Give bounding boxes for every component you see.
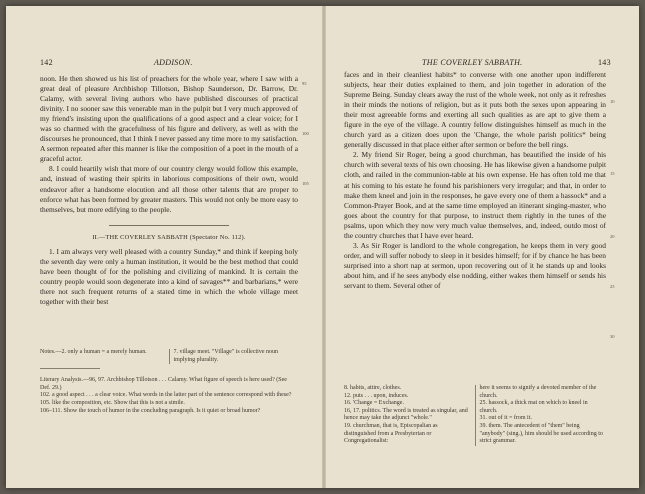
book-spread	[6, 6, 639, 488]
note-item: 16. 'Change = Exchange.	[344, 400, 404, 407]
note-item: 12. puts . . . upon, induces.	[344, 392, 409, 399]
left-paragraph-3: 1. I am always very well pleased with a country Sunday,* and think if keeping holy the seventh day were only a human institution, it would be the best method that could have been thought of for the polishing and civilizing of mankind. It is certain the country people would soon degenerate into a kind of savages** and barbarians,* were there not such frequent returns of a stated time in which the whole village meet together with their best	[40, 246, 298, 306]
right-paragraph-1: faces and in their cleanliest habits* to converse with one another upon indifferent subjects, hear their duties explained to them, and join together in adoration of the Supreme Being. Sunday clears away the rust of the whole week, not only as it refreshes in their minds the notions of religion, but as it puts both the sexes upon appearing in their most agreeable forms and exerting all such qualities as are apt to give them a figure in the eye of the village. A country fellow distinguishes himself as much in the church yard as a citizen does upon the 'Change, the whole parish politics* being generally discussed in that place either after sermon or before the bell rings.	[344, 70, 606, 150]
left-running-head: ADDISON.	[154, 58, 193, 67]
margin-number: 100	[302, 131, 309, 136]
right-page	[326, 6, 639, 488]
margin-number: 20	[610, 234, 615, 239]
notes-divider	[40, 368, 100, 369]
analysis-item: Literary Analysis.—96, 97. Archbishop Tillotson . . . Calamy. What figure of speech is here used? (See Def. 29.)	[40, 377, 287, 391]
note-item: 16, 17. politics. The word is treated as singular, and hence may take the adjunct "whole."	[344, 407, 468, 422]
analysis-item: 105. like the composition, etc. Show that this is not a simile.	[40, 399, 185, 406]
left-page	[6, 6, 322, 488]
section-divider	[109, 225, 229, 226]
left-paragraph-2: 8. I could heartily wish that more of our country clergy would follow this example, and, instead of wasting their spirits in laborious compositions of their own, would endeavor after a handsome elocution and all those other talents that are proper to enforce what has been formed by greater masters. This would not only be more easy to themselves, but more edifying to the people.	[40, 164, 298, 214]
note-item: 31. out of it = from it.	[479, 415, 532, 422]
right-page-number: 143	[598, 58, 611, 67]
note-item: 7. village meet. "Village" is collective noun implying plurality.	[169, 349, 299, 364]
note-item: 25. hassock, a thick mat on which to kneel in church.	[479, 400, 588, 414]
left-page-number: 142	[40, 58, 53, 67]
margin-number: 15	[610, 171, 615, 176]
notes-column-left	[344, 385, 471, 446]
literary-analysis	[40, 377, 298, 415]
note-item: 8. habits, attire, clothes.	[344, 385, 402, 391]
analysis-item: 106–111. Show the touch of humor in the concluding paragraph. Is it quiet or broad humor?	[40, 407, 261, 414]
analysis-item: 102. a good aspect . . . a clear voice. What words in the latter part of the sentence correspond with these?	[40, 392, 292, 399]
section-title: II.—THE COVERLEY SABBATH (Spectator No. 112).	[92, 233, 246, 241]
notes-column-right	[475, 385, 607, 446]
note-item: 19. churchman, that is, Episcopalian as distinguished from a Presbyterian or Congregationalist:	[344, 422, 438, 445]
margin-number: 25	[610, 284, 615, 289]
right-paragraph-3: 3. As Sir Roger is landlord to the whole congregation, he keeps them in very good order, and will suffer nobody to sleep in it besides himself; for if by chance he has been surprised into a short nap at sermon, upon recovering out of it he stands up and looks about him, and if he sees anybody else nodding, either wakes them himself or sends his servant to them. Several other of	[344, 240, 606, 290]
left-paragraph-1: noon. He then showed us his list of preachers for the whole year, where I saw with a great deal of pleasure Archbishop Tillotson, Bishop Saunderson, Dr. Barrow, Dr. Calamy, with several living authors who have published discourses of practical divinity. I no sooner saw this venerable man in the pulpit but I very much approved of my friend's insisting upon the qualifications of a good aspect and a clear voice; for I was so charmed with the gracefulness of his figure and delivery, as well as with the discourses he pronounced, that I think I never passed any time more to my satisfaction. A sermon repeated after this manner is like the composition of a poet in the mouth of a graceful actor.	[40, 74, 298, 164]
margin-number: 30	[610, 334, 615, 339]
note-item: Notes.—2. only a human = a merely human.	[40, 349, 147, 355]
right-running-head: THE COVERLEY SABBATH.	[422, 58, 523, 67]
margin-number: 95	[302, 81, 307, 86]
margin-number: 105	[302, 181, 309, 186]
margin-number: 10	[610, 99, 615, 104]
right-paragraph-2: 2. My friend Sir Roger, being a good churchman, has beautified the inside of his church with several texts of his own choosing. He has likewise given a handsome pulpit cloth, and railed in the communion-table at his own expense. He has often told me that at his coming to his estate he found his parishioners very irregular; and that, in order to make them kneel and join in the responses, he gave every one of them a hassock* and a Common-Prayer Book, and at the same time employed an itinerant singing-master, who goes about the country for that purpose, to instruct them rightly in the tunes of the psalms, upon which they now very much value themselves, and, indeed, outdo most of the country churches that I have ever heard.	[344, 150, 606, 240]
note-item: 39. them. The antecedent of "them" being "anybody" (sing.), him should be used according to strict grammar.	[479, 422, 603, 445]
right-notes	[344, 385, 606, 446]
left-body	[40, 74, 298, 307]
right-body	[344, 70, 606, 291]
left-notes	[40, 349, 298, 415]
note-item: here it seems to signify a devoted member of the church.	[479, 385, 597, 399]
